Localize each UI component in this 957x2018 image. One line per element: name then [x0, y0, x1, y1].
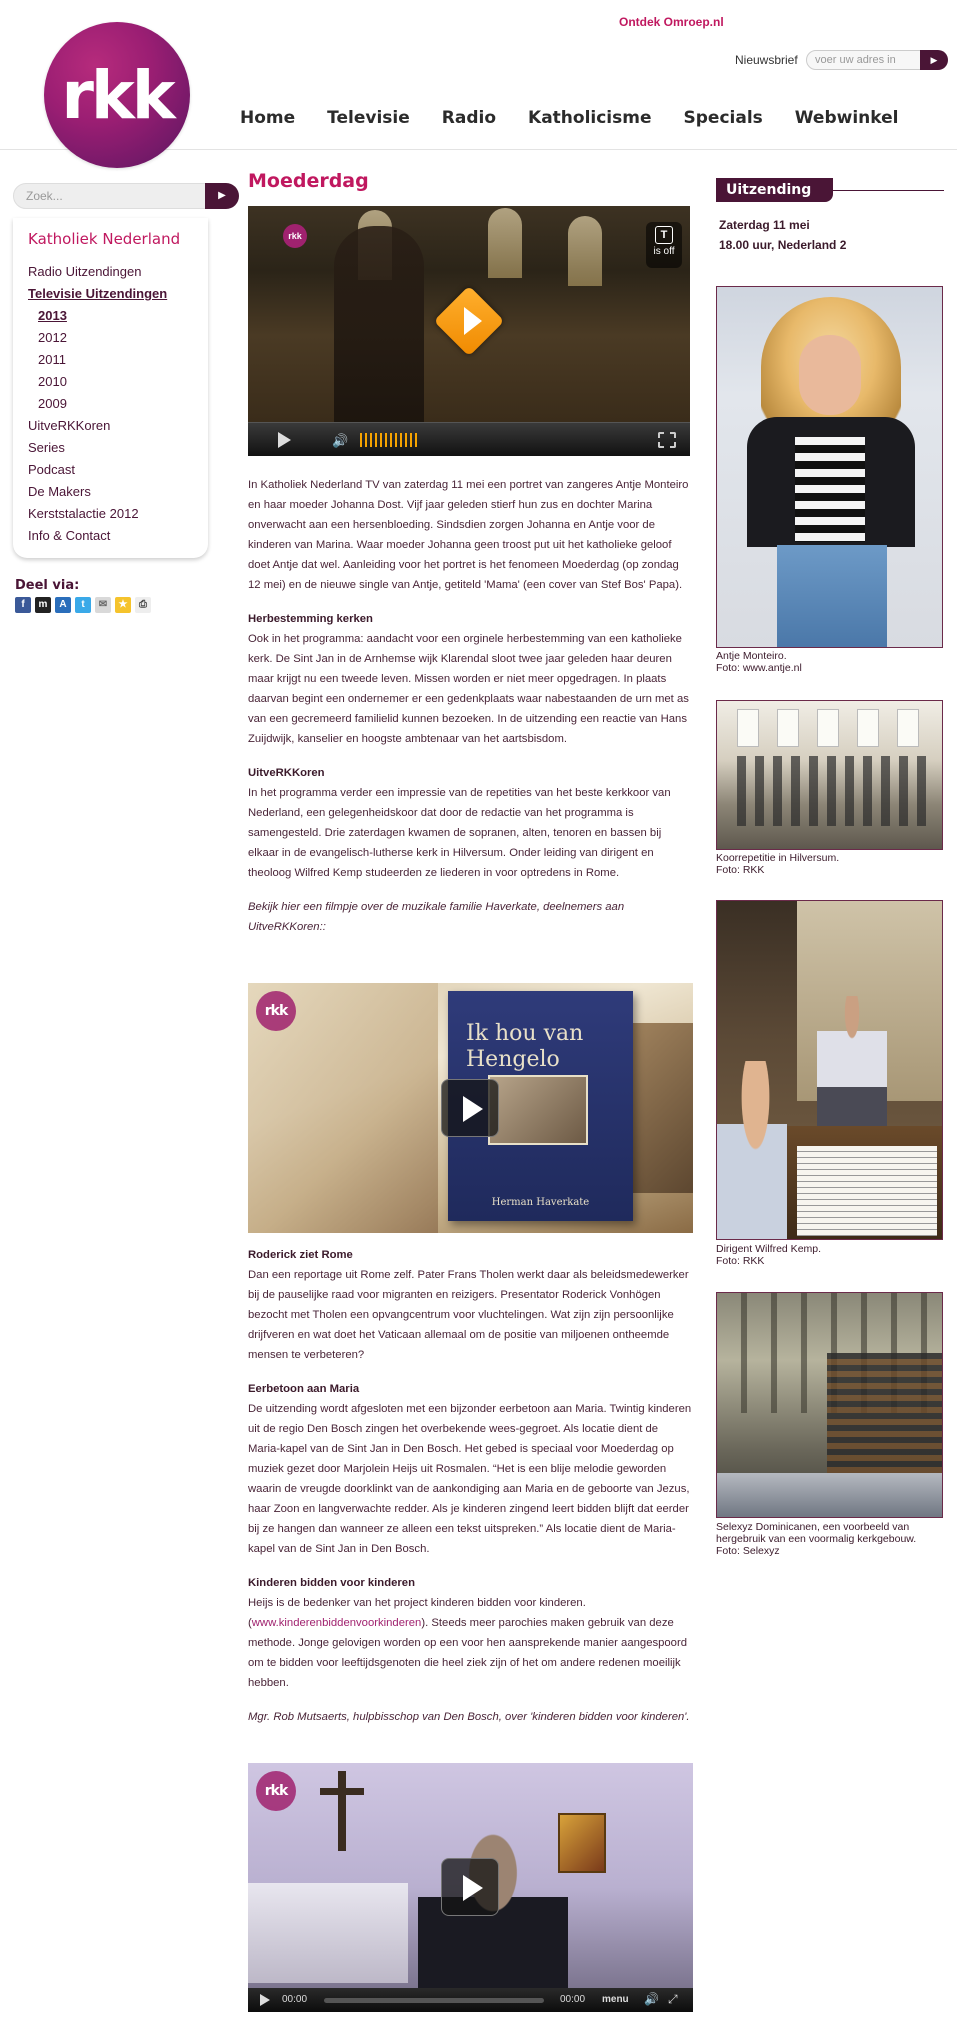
sidebar-nav: [13, 218, 208, 558]
video-rkk-watermark: rkk: [256, 1771, 296, 1811]
video-player-haverkate[interactable]: [248, 983, 693, 1233]
newsletter-email-input[interactable]: voer uw adres in: [806, 50, 924, 70]
sidebar-search-input[interactable]: Zoek...: [13, 183, 206, 209]
article-intro: In Katholiek Nederland TV van zaterdag 11 mei een portret van zangeres Antje Monteiro en haar moeder Johanna Dost. Vijf jaar geleden stierf hun zus en dochter Marina onverwacht aan een hersenbloeding. Sindsdien zorgen Johanna en Antje voor de kinderen van Marina. Waar moeder Johanna geen troost put uit het katholieke geloof doet Antje dat wel. Aanleiding voor het portret is het fenomeen Moederdag (op zondag 12 mei) en de nieuwe single van Antje, getiteld 'Mama' (een cover van Stef Bos' Papa).: [248, 479, 689, 591]
caption-line2: Foto: RKK: [716, 1255, 765, 1267]
section-heading-uitverkkoren: UitveRKKoren: [248, 767, 325, 779]
section-text-maria: De uitzending wordt afgesloten met een bijzonder eerbetoon aan Maria. Twintig kinderen uit de regio Den Bosch zingen het overbekende wees-gegroet. Als locatie dient de Maria-kapel van de Sint Jan in Den Bosch. Het gebed is speciaal voor Moederdag op muziek gezet door Marjolein Heijs uit Rosmalen. “Het is een blije melodie geworden waarin de vreugde doorklinkt van de aankondiging aan Maria en de geboorte van Jezus, haar Zoon en langverwachte redder. Als je kinderen zingend leert bidden blijft dat eerder bij ze hangen dan wanneer ze alleen een tekst uitspreken.” Als locatie dient de Maria-kapel van de Sint Jan in Den Bosch.: [248, 1403, 692, 1555]
play-button[interactable]: [441, 1858, 499, 1916]
sidebar-item-podcast[interactable]: Podcast: [28, 462, 75, 477]
video-player-mutsaerts[interactable]: [248, 1763, 693, 2012]
kinderen-bidden-link[interactable]: www.kinderenbiddenvoorkinderen: [251, 1617, 422, 1629]
nav-televisie[interactable]: Televisie: [327, 108, 410, 128]
photo-koorrepetitie: [716, 700, 943, 850]
play-button[interactable]: [441, 1079, 499, 1137]
myspace-icon[interactable]: m: [35, 597, 51, 613]
volume-icon[interactable]: 🔊: [332, 433, 349, 448]
ontdek-omroep-link[interactable]: Ontdek Omroep.nl: [619, 15, 724, 29]
video-control-bar: [248, 422, 690, 456]
video-rkk-watermark: rkk: [256, 991, 296, 1031]
sidebar-item-uitverkkoren[interactable]: UitveRKKoren: [28, 418, 111, 433]
sidebar-item-2013[interactable]: 2013: [38, 308, 67, 323]
play-icon: [464, 307, 482, 335]
volume-icon[interactable]: 🔊: [644, 1992, 659, 2006]
sidebar-section-title[interactable]: Katholiek Nederland: [28, 230, 181, 248]
subtitles-toggle-button[interactable]: [646, 222, 682, 268]
nav-webwinkel[interactable]: Webwinkel: [794, 108, 899, 128]
rkk-logo[interactable]: rkk: [44, 22, 190, 168]
section-heading-maria: Eerbetoon aan Maria: [248, 1383, 360, 1395]
cross-shape: [320, 1788, 364, 1795]
caption-line1: Selexyz Dominicanen, een voorbeeld van hergebruik van een voormalig kerkgebouw.: [716, 1521, 917, 1545]
uitzending-time: 18.00 uur, Nederland 2: [719, 238, 847, 252]
article-body-part1: [248, 475, 693, 947]
share-icons: [15, 597, 151, 613]
video-intro-mutsaerts: Mgr. Rob Mutsaerts, hulpbisschop van Den Bosch, over 'kinderen bidden voor kinderen'.: [248, 1711, 690, 1723]
time-current: 00:00: [282, 1994, 308, 2005]
sidebar-item-info-contact[interactable]: Info & Contact: [28, 528, 111, 543]
section-heading-herbestemming: Herbestemming kerken: [248, 613, 373, 625]
print-icon[interactable]: ⎙: [135, 597, 151, 613]
caption-dirigent: [716, 1243, 946, 1267]
play-icon[interactable]: [278, 432, 291, 448]
video-figure: [334, 226, 424, 422]
sidebar-item-2009[interactable]: 2009: [38, 396, 67, 411]
sidebar-item-2011[interactable]: 2011: [38, 352, 66, 367]
section-heading-kinderen: Kinderen bidden voor kinderen: [248, 1577, 415, 1589]
sidebar-item-series[interactable]: Series: [28, 440, 65, 455]
caption-line2: Foto: Selexyz: [716, 1545, 780, 1557]
uitzending-info: [719, 215, 846, 255]
time-total: 00:00: [560, 1994, 586, 2005]
video-menu-button[interactable]: menu: [602, 1994, 629, 2005]
photo-antje-monteiro: [716, 286, 943, 648]
share-label: Deel via:: [15, 578, 80, 593]
nav-home[interactable]: Home: [240, 108, 296, 128]
sidebar-item-televisie-uitzendingen[interactable]: Televisie Uitzendingen: [28, 286, 168, 301]
nav-katholicisme[interactable]: Katholicisme: [528, 108, 652, 128]
section-text-paren: (: [248, 1617, 252, 1629]
section-text-rome: Dan een reportage uit Rome zelf. Pater Frans Tholen werkt daar als beleidsmedewerker bij de pauselijke raad voor migranten en reizigers. Presentator Roderick Vonhögen bezocht met Tholen een opvangcentrum voor vluchtelingen. Wat zijn zijn persoonlijke drijfveren en wat doet het Vaticaan allemaal om de positie van miljoenen ontheemde mensen te verbeteren?: [248, 1269, 689, 1361]
video-rkk-watermark: rkk: [283, 224, 307, 248]
caption-line2: Foto: RKK: [716, 864, 765, 876]
section-text-herbestemming: Ook in het programma: aandacht voor een orginele herbestemming van een katholieke kerk. De Sint Jan in de Arnhemse wijk Klarendal sloot twee jaar geleden haar deuren maar krijgt nu een tweede leven. Missen worden er niet meer opgedragen. In plaats daarvan begint een ondernemer er een gedenkplaats waar nabestaanden de urn met as van een gecremeerd familielid kunnen bezoeken. In de uitzending een reactie van Hans Zuijdwijk, kanselier en hoogste ambtenaar van het aartsbisdom.: [248, 633, 689, 745]
sidebar-item-de-makers[interactable]: De Makers: [28, 484, 91, 499]
caption-selexyz: [716, 1521, 946, 1557]
play-icon[interactable]: [260, 1994, 270, 2006]
sidebar-item-2012[interactable]: 2012: [38, 330, 67, 345]
seek-bar[interactable]: [324, 1998, 544, 2003]
caption-line1: Dirigent Wilfred Kemp.: [716, 1243, 822, 1255]
article-body-part2: [248, 1245, 693, 1737]
twitter-icon[interactable]: t: [75, 597, 91, 613]
section-text-kinderen-b: ). Steeds meer parochies maken gebruik van deze methode. Jonge gelovigen worden op een voor hen aansprekende manier aangespoord om te bidden voor leeftijdsgenoten die heel ziek zijn of het om andere redenen moeilijk hebben.: [248, 1617, 688, 1689]
video-intro-haverkate: Bekijk hier een filmpje over de muzikale familie Haverkate, deelnemers aan UitveRKKoren::: [248, 901, 625, 933]
video-frame: [248, 1883, 408, 1983]
cross-shape: [338, 1771, 346, 1851]
section-heading-rome: Roderick ziet Rome: [248, 1249, 353, 1261]
sidebar-item-radio-uitzendingen[interactable]: Radio Uitzendingen: [28, 264, 142, 279]
book-author: Herman Haverkate: [491, 1197, 590, 1208]
sidebar-item-kerststalactie[interactable]: Kerststalactie 2012: [28, 506, 139, 521]
nav-specials[interactable]: Specials: [683, 108, 763, 128]
subtitles-icon: T: [655, 226, 673, 244]
volume-slider[interactable]: [360, 433, 418, 447]
caption-koorrepetitie: [716, 852, 946, 876]
section-text-uitverkkoren: In het programma verder een impressie van de repetities van het beste kerkkoor van Nederland, een gelegenheidskoor dat door de redactie van het programma is samengesteld. Drie zaterdagen kwamen de sopranen, alten, tenoren en bassen bij elkaar in de evangelisch-lutherse kerk in Hilversum. Onder leiding van dirigent en theoloog Wilfred Kemp studeerden ze liederen in voor optredens in Rome.: [248, 787, 671, 879]
page-title: Moederdag: [248, 170, 369, 192]
caption-line1: Koorrepetitie in Hilversum.: [716, 852, 840, 864]
caption-antje: [716, 650, 946, 674]
newsletter-submit-button[interactable]: ▶: [920, 50, 948, 70]
caption-line2: Foto: www.antje.nl: [716, 662, 802, 674]
photo-selexyz: [716, 1292, 943, 1518]
uitzending-date: Zaterdag 11 mei: [719, 218, 810, 232]
sidebar-search-button[interactable]: ▶: [205, 183, 239, 209]
sidebar-item-2010[interactable]: 2010: [38, 374, 67, 389]
video-player-moederdag[interactable]: [248, 206, 690, 456]
hyves-icon[interactable]: A: [55, 597, 71, 613]
uitzending-tab: Uitzending: [716, 178, 833, 202]
fullscreen-icon[interactable]: ⤢: [668, 1992, 678, 2006]
video-control-bar: [248, 1988, 693, 2012]
caption-line1: Antje Monteiro.: [716, 650, 787, 662]
book-title: Ik hou van Hengelo: [466, 1021, 584, 1072]
main-nav: [240, 108, 930, 128]
newsletter-label: Nieuwsbrief: [735, 53, 798, 67]
nav-radio[interactable]: Radio: [441, 108, 497, 128]
email-icon[interactable]: ✉: [95, 597, 111, 613]
favorite-star-icon[interactable]: ★: [115, 597, 131, 613]
facebook-icon[interactable]: f: [15, 597, 31, 613]
fullscreen-icon[interactable]: [658, 432, 676, 448]
book-photo: [488, 1075, 588, 1145]
photo-dirigent: [716, 900, 943, 1240]
subtitles-state-label: is off: [653, 246, 675, 257]
section-text-kinderen-a: Heijs is de bedenker van het project kinderen bidden voor kinderen.: [248, 1597, 586, 1609]
site-header: [0, 0, 957, 150]
